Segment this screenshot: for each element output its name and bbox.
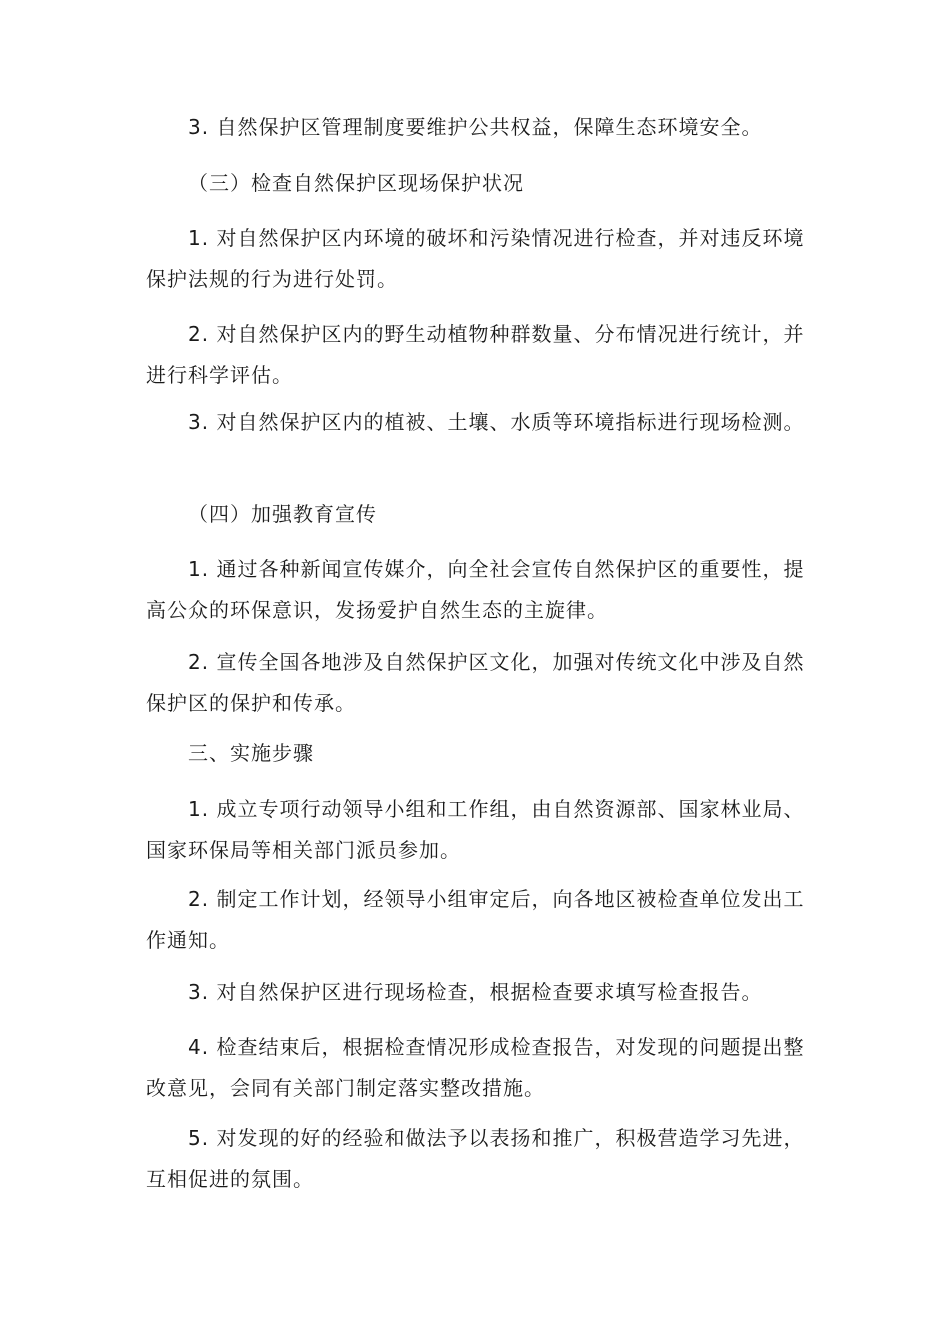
section-heading-4: （四）加强教育宣传	[188, 502, 377, 526]
paragraph-2-culture: 2. 宣传全国各地涉及自然保护区文化，加强对传统文化中涉及自然保护区的保护和传承。	[146, 650, 805, 715]
paragraph-3-onsite-inspection: 3. 对自然保护区进行现场检查，根据检查要求填写检查报告。	[188, 980, 763, 1004]
paragraph-3-environmental-testing: 3. 对自然保护区内的植被、土壤、水质等环境指标进行现场检测。	[188, 410, 805, 434]
paragraph-1-inspect-damage: 1. 对自然保护区内环境的破坏和污染情况进行检查，并对违反环境保护法规的行为进行处罚。	[146, 226, 805, 291]
paragraph-1-leadership-group: 1. 成立专项行动领导小组和工作组，由自然资源部、国家林业局、国家环保局等相关部门派员参加。	[146, 797, 805, 862]
paragraph-2-wildlife-statistics: 2. 对自然保护区内的野生动植物种群数量、分布情况进行统计，并进行科学评估。	[146, 322, 805, 387]
paragraph-3-management-rules: 3. 自然保护区管理制度要维护公共权益，保障生态环境安全。	[188, 115, 763, 139]
paragraph-2-work-plan: 2. 制定工作计划，经领导小组审定后，向各地区被检查单位发出工作通知。	[146, 887, 805, 952]
paragraph-5-promotion: 5. 对发现的好的经验和做法予以表扬和推广，积极营造学习先进，互相促进的氛围。	[146, 1126, 805, 1191]
paragraph-1-publicity: 1. 通过各种新闻宣传媒介，向全社会宣传自然保护区的重要性，提高公众的环保意识，发扬爱护自然生态的主旋律。	[146, 557, 805, 622]
paragraph-4-rectification: 4. 检查结束后，根据检查情况形成检查报告，对发现的问题提出整改意见，会同有关部门制定落实整改措施。	[146, 1035, 805, 1100]
section-heading-3: （三）检查自然保护区现场保护状况	[188, 171, 524, 195]
section-heading-implementation: 三、实施步骤	[188, 741, 314, 765]
